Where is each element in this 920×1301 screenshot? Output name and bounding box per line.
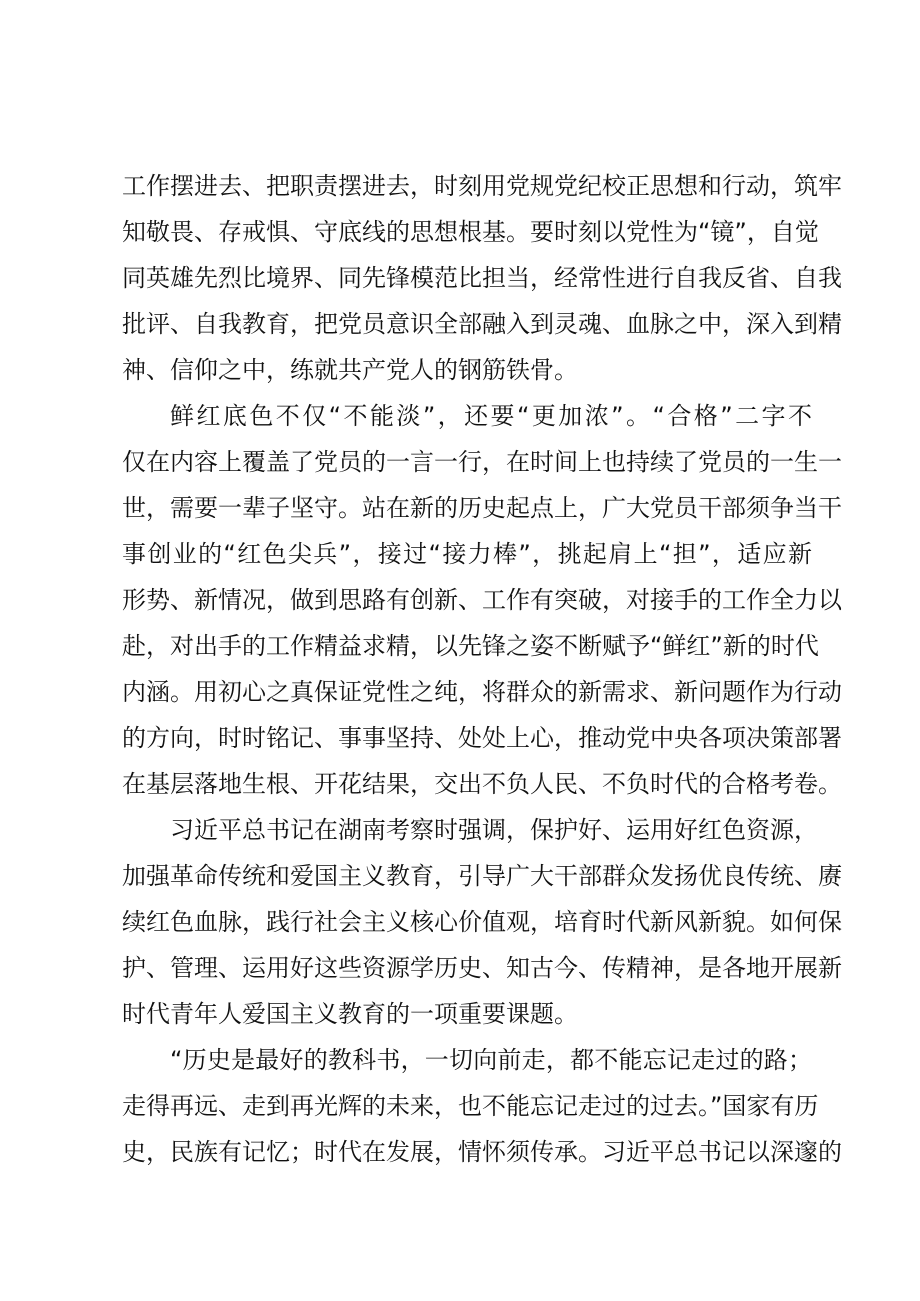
paragraph-first-line: “历史是最好的教科书，一切向前走，都不能忘记走过的路； (170, 1046, 812, 1074)
paragraph-first-line: 习近平总书记在湖南考察时强调，保护好、运用好红色资源， (170, 816, 818, 844)
text-line: 时代青年人爱国主义教育的一项重要课题。 (122, 1000, 578, 1028)
text-line: 世，需要一辈子坚守。站在新的历史起点上，广大党员干部须争当干 (122, 494, 842, 522)
text-line: 形势、新情况，做到思路有创新、工作有突破，对接手的工作全力以 (122, 586, 842, 614)
text-line: 内涵。用初心之真保证党性之纯，将群众的新需求、新问题作为行动 (122, 678, 842, 706)
text-line: 的方向，时时铭记、事事坚持、处处上心，推动党中央各项决策部署 (122, 724, 842, 752)
text-line: 护、管理、运用好这些资源学历史、知古今、传精神，是各地开展新 (122, 954, 842, 982)
text-line: 神、信仰之中，练就共产党人的钢筋铁骨。 (122, 356, 578, 384)
text-line: 批评、自我教育，把党员意识全部融入到灵魂、血脉之中，深入到精 (122, 310, 842, 338)
text-line: 仅在内容上覆盖了党员的一言一行，在时间上也持续了党员的一生一 (122, 448, 842, 476)
text-line: 同英雄先烈比境界、同先锋模范比担当，经常性进行自我反省、自我 (122, 264, 842, 292)
text-line: 工作摆进去、把职责摆进去，时刻用党规党纪校正思想和行动，筑牢 (122, 172, 842, 200)
text-line: 加强革命传统和爱国主义教育，引导广大干部群众发扬优良传统、赓 (122, 862, 842, 890)
text-line: 事创业的“红色尖兵”，接过“接力棒”，挑起肩上“担”，适应新 (122, 540, 812, 568)
text-line: 走得再远、走到再光辉的未来，也不能忘记走过的过去。”国家有历 (122, 1092, 819, 1120)
text-line: 在基层落地生根、开花结果，交出不负人民、不负时代的合格考卷。 (122, 770, 842, 798)
text-line: 续红色血脉，践行社会主义核心价值观，培育时代新风新貌。如何保 (122, 908, 842, 936)
text-line: 史，民族有记忆；时代在发展，情怀须传承。习近平总书记以深邃的 (122, 1138, 842, 1166)
text-line: 知敬畏、存戒惧、守底线的思想根基。要时刻以党性为“镜”，自觉 (122, 218, 819, 246)
text-line: 赴，对出手的工作精益求精，以先锋之姿不断赋予“鲜红”新的时代 (122, 632, 819, 660)
paragraph-first-line: 鲜红底色不仅“不能淡”，还要“更加浓”。“合格”二字不 (170, 402, 812, 430)
